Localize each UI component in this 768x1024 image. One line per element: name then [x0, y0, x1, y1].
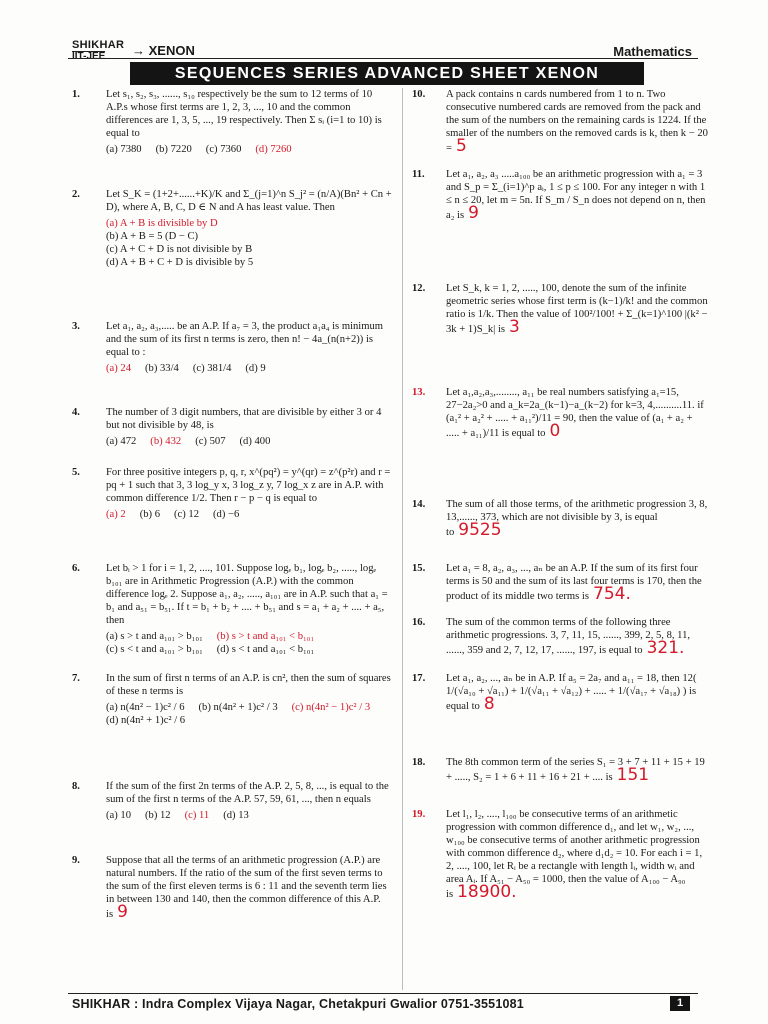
options: (a) s > t and a₁₀₁ > b₁₀₁ (b) s > t and a₁₀₁ < b₁₀₁ (c) s < t and a₁₀₁ > b₁₀₁ (d) s < t and a₁₀₁ < b₁₀₁ [106, 631, 315, 655]
handwritten-answer: 3 [509, 317, 520, 337]
question-text: Let bᵢ > 1 for i = 1, 2, ...., 101. Suppose logₑ b₁, logₑ b₂, ....., logₑ b₁₀₁ are in Arithmetic Progression (A.P.) with the common difference logₑ 2. Suppose a₁, a₂, ....., a₁₀₁ are in A.P. such that a₁ = b₁ and a₅₁ = b₅₁. If t = b₁ + b₂ + .... + b₅₁ and s = a₁ + a₂ + .... + a₅, then [106, 563, 388, 626]
options: (a) 7380 (b) 7220 (c) 7360 (d) 7260 [106, 144, 292, 155]
question-text: Let a₁, a₂, a₃,..... be an A.P. If a₇ = 3, the product a₁a₄ is minimum and the sum of its first n terms is zero, then n! − 4a_(n(n+2)) is equal to : [106, 321, 384, 358]
question-text: Suppose that all the terms of an arithmetic progression (A.P.) are natural numbers. If the ratio of the sum of the first seven terms to the sum of the first eleven terms is 6 : 11 and the seventh term lies in between 130 and 140, then the common difference of this A.P. is 9 [106, 855, 387, 922]
question-text: In the sum of first n terms of an A.P. is cn², then the sum of squares of these n terms is [106, 673, 391, 697]
question-2: 2. Let S_K = (1+2+......+K)/K and Σ_(j=1)^n S_j² = (n/A)(Bn² + Cn + D), where A, B, C, D ∈ N and A has least value. Then (a) A + B is divisible by D (b) A + B = 5 (D − C) (c) A + C + D is not divisible by B (d) A + B + C + D is divisible by 5 [72, 189, 392, 268]
question-text: If the sum of the first 2n terms of the A.P. 2, 5, 8, ..., is equal to the sum of the first n terms of the A.P. 57, 59, 61, ..., then n equals [106, 781, 389, 805]
options: (a) 24 (b) 33/4 (c) 381/4 (d) 9 [106, 363, 266, 374]
brand-top: SHIKHAR [72, 39, 125, 51]
question-12: 12. Let S_k, k = 1, 2, ....., 100, denote the sum of the infinite geometric series whose first term is (k−1)/k! and the common ratio is 1/k. Then the value of 100²/100! + Σ_(k=1)^100 |(k² − 3k + 1)S_k| is 3 [412, 283, 708, 337]
handwritten-answer: 8 [483, 694, 495, 714]
page-number: 1 [670, 996, 690, 1011]
question-8: 8. If the sum of the first 2n terms of the A.P. 2, 5, 8, ..., is equal to the sum of the first n terms of the A.P. 57, 59, 61, ..., then n equals (a) 10 (b) 12 (c) 11 (d) 13 [72, 780, 392, 822]
question-18: 18. The 8th common term of the series S₁ = 3 + 7 + 11 + 15 + 19 + ....., S₂ = 1 + 6 + 11 + 16 + 21 + .... is 151 [412, 756, 708, 787]
handwritten-answer: 5 [455, 136, 467, 156]
question-15: 15. Let a₁ = 8, a₂, a₃, ..., aₙ be an A.P. If the sum of its first four terms is 50 and the sum of its last four terms is 170, then the product of its middle two terms is 754. [412, 562, 708, 606]
question-16: 16. The sum of the common terms of the following three arithmetic progressions. 3, 7, 11, 15, ......, 399, 2, 5, 8, 11, ......, 359 and 2, 7, 12, 17, ......, 197, is equal to 321. [412, 616, 708, 660]
question-5: 5. For three positive integers p, q, r, x^(pq²) = y^(qr) = z^(p²r) and r = pq + 1 such that 3, 3 log_y x, 3 log_z y, 7 log_x z are in A.P. with common difference 1/2. Then r − p − q is equal to (a) 2 (b) 6 (c) 12 (d) −6 [72, 467, 391, 520]
question-7: 7. In the sum of first n terms of an A.P. is cn², then the sum of squares of these n terms is (a) n(4n² − 1)c² / 6 (b) n(4n² + 1)c² / 3 (c) n(4n² − 1)c² / 3 (d) n(4n² + 1)c² / 6 [72, 673, 391, 726]
brand-bottom: IIT-JEE [72, 51, 106, 62]
question-text: Let s₁, s₂, s₃, ......, s₁₀ respectively be the sum to 12 terms of 10 A.P.s whose first terms are 1, 2, 3, ..., 10 and the common differences are 1, 3, 5, ..., 19 respectively. Then Σ sᵢ (i=1 to 10) is equal to [106, 89, 382, 139]
header-rule [68, 58, 698, 59]
question-19: 19. Let l₁, l₂, ...., l₁₀₀ be consecutive terms of an arithmetic progression with common difference d₁, and let w₁, w₂, ..., w₁₀₀ be consecutive terms of another arithmetic progression with common difference d₂, where d₁d₂ = 10. For each i = 1, 2, ...., 100, let Rᵢ be a rectangle with length lᵢ, width wᵢ and area Aᵢ. If A₅₁ − A₅₀ = 1000, then the value of A₁₀₀ − A₉₀ is 18900. [412, 808, 708, 904]
subject-label: Mathematics [613, 44, 692, 59]
sheet-title: SEQUENCES SERIES ADVANCED SHEET XENON [130, 62, 644, 85]
question-text: Let a₁, a₂, a₃ .....a₁₀₀ be an arithmetic progression with a₁ = 3 and S_p = Σ_(i=1)^p aᵢ, 1 ≤ p ≤ 100. For any integer n with 1 ≤ n ≤ 20, let m = 5n. If S_m / S_n does not depend on n, then a₂ is 9 [446, 169, 706, 223]
question-text: Let S_K = (1+2+......+K)/K and Σ_(j=1)^n S_j² = (n/A)(Bn² + Cn + D), where A, B, C, D ∈ N and A has least value. Then [106, 189, 392, 213]
options: (a) 472 (b) 432 (c) 507 (d) 400 [106, 436, 271, 447]
handwritten-answer: 18900. [457, 882, 517, 902]
question-text: Let l₁, l₂, ...., l₁₀₀ be consecutive terms of an arithmetic progression with common difference d₁, and let w₁, w₂, ..., w₁₀₀ be consecutive terms of another arithmetic progression with common difference d₂, where d₁d₂ = 10. For each i = 1, 2, ...., 100, let Rᵢ be a rectangle with length lᵢ, width wᵢ and area Aᵢ. If A₅₁ − A₅₀ = 1000, then the value of A₁₀₀ − A₉₀ is 18900. [446, 809, 703, 902]
handwritten-answer: 151 [616, 765, 650, 785]
question-10: 10. A pack contains n cards numbered from 1 to n. Two consecutive numbered cards are removed from the pack and the sum of the numbers on the remaining cards is 1224. If the smaller of the numbers on the removed cards is k, then k − 20 = 5 [412, 89, 708, 156]
options: (a) 2 (b) 6 (c) 12 (d) −6 [106, 509, 240, 520]
question-text: Let S_k, k = 1, 2, ....., 100, denote the sum of the infinite geometric series whose first term is (k−1)/k! and the common ratio is 1/k. Then the value of 100²/100! + Σ_(k=1)^100 |(k² − 3k + 1)S_k| is 3 [446, 283, 708, 337]
options: (a) 10 (b) 12 (c) 11 (d) 13 [106, 810, 249, 821]
question-3: 3. Let a₁, a₂, a₃,..... be an A.P. If a₇ = 3, the product a₁a₄ is minimum and the sum of its first n terms is zero, then n! − 4a_(n(n+2)) is equal to : (a) 24 (b) 33/4 (c) 381/4 (d) 9 [72, 320, 392, 375]
question-text: The 8th common term of the series S₁ = 3 + 7 + 11 + 15 + 19 + ....., S₂ = 1 + 6 + 11 + 16 + 21 + .... is 151 [446, 757, 705, 785]
handwritten-answer: 754. [593, 584, 631, 604]
handwritten-answer: 9 [468, 203, 479, 223]
question-text: The sum of the common terms of the following three arithmetic progressions. 3, 7, 11, 15, ......, 399, 2, 5, 8, 11, ......, 359 and 2, 7, 12, 17, ......, 197, is equal to 321. [446, 617, 691, 658]
question-11: 11. Let a₁, a₂, a₃ .....a₁₀₀ be an arithmetic progression with a₁ = 3 and S_p = Σ_(i=1)^p aᵢ, 1 ≤ p ≤ 100. For any integer n with 1 ≤ n ≤ 20, let m = 5n. If S_m / S_n does not depend on n, then a₂ is 9 [412, 168, 708, 225]
question-text: Let a₁, a₂, ..., aₙ be in A.P. If a₅ = 2a₇ and a₁₁ = 18, then 12( 1/(√a₁₀ + √a₁₁) + 1/(√a₁₁ + √a₁₂) + ..... + 1/(√a₁₇ + √a₁₈) ) is equal to 8 [446, 673, 697, 714]
question-6: 6. Let bᵢ > 1 for i = 1, 2, ...., 101. Suppose logₑ b₁, logₑ b₂, ....., logₑ b₁₀₁ are in Arithmetic Progression (A.P.) with the common difference logₑ 2. Suppose a₁, a₂, ....., a₁₀₁ are in A.P. such that a₁ = b₁ and a₅₁ = b₅₁. If t = b₁ + b₂ + .... + b₅₁ and s = a₁ + a₂ + .... + a₅, then (a) s > t and a₁₀₁ > b₁₀₁ (b) s > t and a₁₀₁ < b₁₀₁ (c) s < t and a₁₀₁ > b₁₀₁ (d) s < t and a₁₀₁ < b₁₀₁ [72, 562, 392, 656]
column-divider [402, 88, 403, 990]
question-text: The sum of all those terms, of the arithmetic progression 3, 8, 13,......, 373, which are not divisible by 3, is equal to 9525 [446, 499, 708, 540]
question-13: 13. Let a₁,a₂,a₃,........, a₁₁ be real numbers satisfying a₁=15, 27−2a₂>0 and a_k=2a_(k−1)−a_(k−2) for k=3, 4,..........11. if (a₁² + a₂² + ..... + a₁₁²)/11 = 90, then the value of (a₁ + a₂ + ..... + a₁₁)/11 is equal to 0 [412, 386, 708, 443]
handwritten-answer: 321. [646, 638, 685, 658]
footer-address: SHIKHAR : Indra Complex Vijaya Nagar, Chetakpuri Gwalior 0751-3551081 [72, 997, 524, 1011]
options: (a) n(4n² − 1)c² / 6 (b) n(4n² + 1)c² / 3 (c) n(4n² − 1)c² / 3 (d) n(4n² + 1)c² / 6 [106, 702, 371, 726]
handwritten-answer: 0 [549, 421, 561, 441]
question-17: 17. Let a₁, a₂, ..., aₙ be in A.P. If a₅ = 2a₇ and a₁₁ = 18, then 12( 1/(√a₁₀ + √a₁₁) + 1/(√a₁₁ + √a₁₂) + ..... + 1/(√a₁₇ + √a₁₈) ) is equal to 8 [412, 672, 708, 716]
question-4: 4. The number of 3 digit numbers, that are divisible by either 3 or 4 but not divisible by 48, is (a) 472 (b) 432 (c) 507 (d) 400 [72, 406, 392, 448]
question-text: The number of 3 digit numbers, that are divisible by either 3 or 4 but not divisible by 48, is [106, 407, 382, 431]
question-14: 14. The sum of all those terms, of the arithmetic progression 3, 8, 13,......, 373, which are not divisible by 3, is equal to 9525 [412, 499, 708, 540]
question-text: For three positive integers p, q, r, x^(pq²) = y^(qr) = z^(p²r) and r = pq + 1 such that 3, 3 log_y x, 3 log_z y, 7 log_x z are in A.P. with common difference 1/2. Then r − p − q is equal to [106, 467, 391, 504]
question-text: A pack contains n cards numbered from 1 to n. Two consecutive numbered cards are removed from the pack and the sum of the numbers on the remaining cards is 1224. If the smaller of the numbers on the removed cards is k, then k − 20 = 5 [446, 89, 708, 156]
brand-series: → XENON [132, 43, 195, 58]
question-9: 9. Suppose that all the terms of an arithmetic progression (A.P.) are natural numbers. If the ratio of the sum of the first seven terms to the sum of the first eleven terms is 6 : 11 and the seventh term lies in between 130 and 140, then the common difference of this A.P. is 9 [72, 854, 392, 924]
handwritten-answer: 9 [117, 902, 128, 922]
footer-rule [68, 993, 698, 994]
question-text: Let a₁,a₂,a₃,........, a₁₁ be real numbers satisfying a₁=15, 27−2a₂>0 and a_k=2a_(k−1)−a_(k−2) for k=3, 4,..........11. if (a₁² + a₂² + ..... + a₁₁²)/11 = 90, then the value of (a₁ + a₂ + ..... + a₁₁)/11 is equal to 0 [446, 387, 704, 441]
question-1: 1. Let s₁, s₂, s₃, ......, s₁₀ respectively be the sum to 12 terms of 10 A.P.s whose first terms are 1, 2, 3, ..., 10 and the common differences are 1, 3, 5, ..., 19 respectively. Then Σ sᵢ (i=1 to 10) is equal to (a) 7380 (b) 7220 (c) 7360 (d) 7260 [72, 88, 392, 156]
question-text: Let a₁ = 8, a₂, a₃, ..., aₙ be an A.P. If the sum of its first four terms is 50 and the sum of its last four terms is 170, then the product of its middle two terms is 754. [446, 563, 702, 604]
handwritten-answer: 9525 [458, 520, 502, 540]
